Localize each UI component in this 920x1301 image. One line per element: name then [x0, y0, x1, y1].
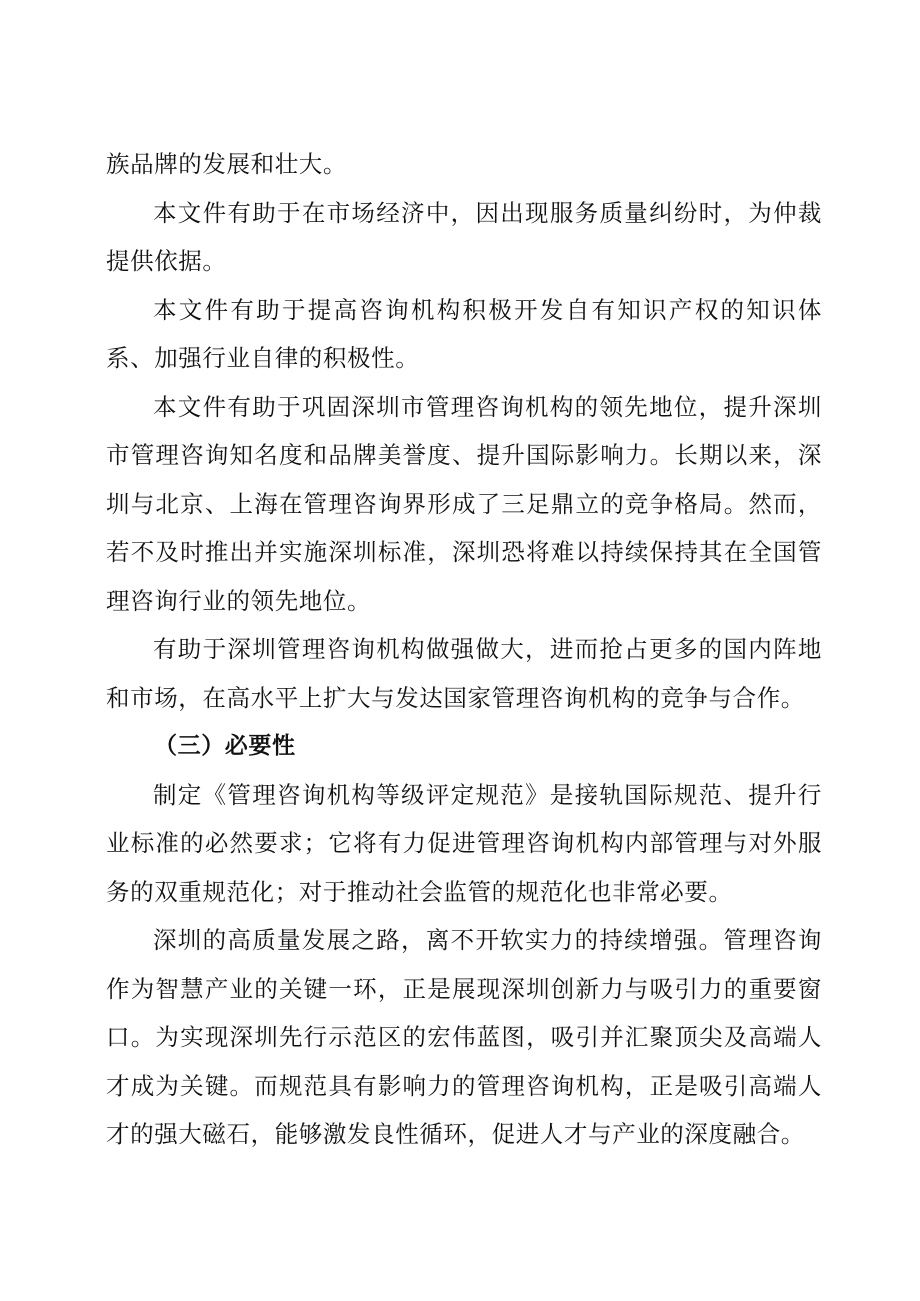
document-body — [106, 140, 822, 1159]
paragraph-arbitration-basis: 本文件有助于在市场经济中，因出现服务质量纠纷时，为仲裁提供依据。 — [106, 198, 822, 275]
paragraph-talent-attraction: 深圳的高质量发展之路，离不开软实力的持续增强。管理咨询作为智慧产业的关键一环，正是展现深圳创新力与吸引力的重要窗口。为实现深圳先行示范区的宏伟蓝图，吸引并汇聚顶尖及高端人才成为关键。而规范具有影响力的管理咨询机构，正是吸引高端人才的强大磁石，能够激发良性循环，促进人才与产业的深度融合。 — [106, 926, 822, 1148]
paragraph-expansion: 有助于深圳管理咨询机构做强做大，进而抢占更多的国内阵地和市场，在高水平上扩大与发达国家管理咨询机构的竞争与合作。 — [106, 635, 822, 712]
paragraph-leading-position: 本文件有助于巩固深圳市管理咨询机构的领先地位，提升深圳市管理咨询知名度和品牌美誉度、提升国际影响力。长期以来，深圳与北京、上海在管理咨询界形成了三足鼎立的竞争格局。然而，若不及时推出并实施深圳标准，深圳恐将难以持续保持其在全国管理咨询行业的领先地位。 — [106, 392, 822, 615]
paragraph-continuation: 族品牌的发展和壮大。 — [106, 150, 347, 178]
paragraph-standard-requirement: 制定《管理咨询机构等级评定规范》是接轨国际规范、提升行业标准的必然要求；它将有力促进管理咨询机构内部管理与对外服务的双重规范化；对于推动社会监管的规范化也非常必要。 — [106, 780, 822, 906]
paragraph-knowledge-system: 本文件有助于提高咨询机构积极开发自有知识产权的知识体系、加强行业自律的积极性。 — [106, 295, 822, 372]
section-heading-necessity: （三）必要性 — [154, 733, 296, 759]
